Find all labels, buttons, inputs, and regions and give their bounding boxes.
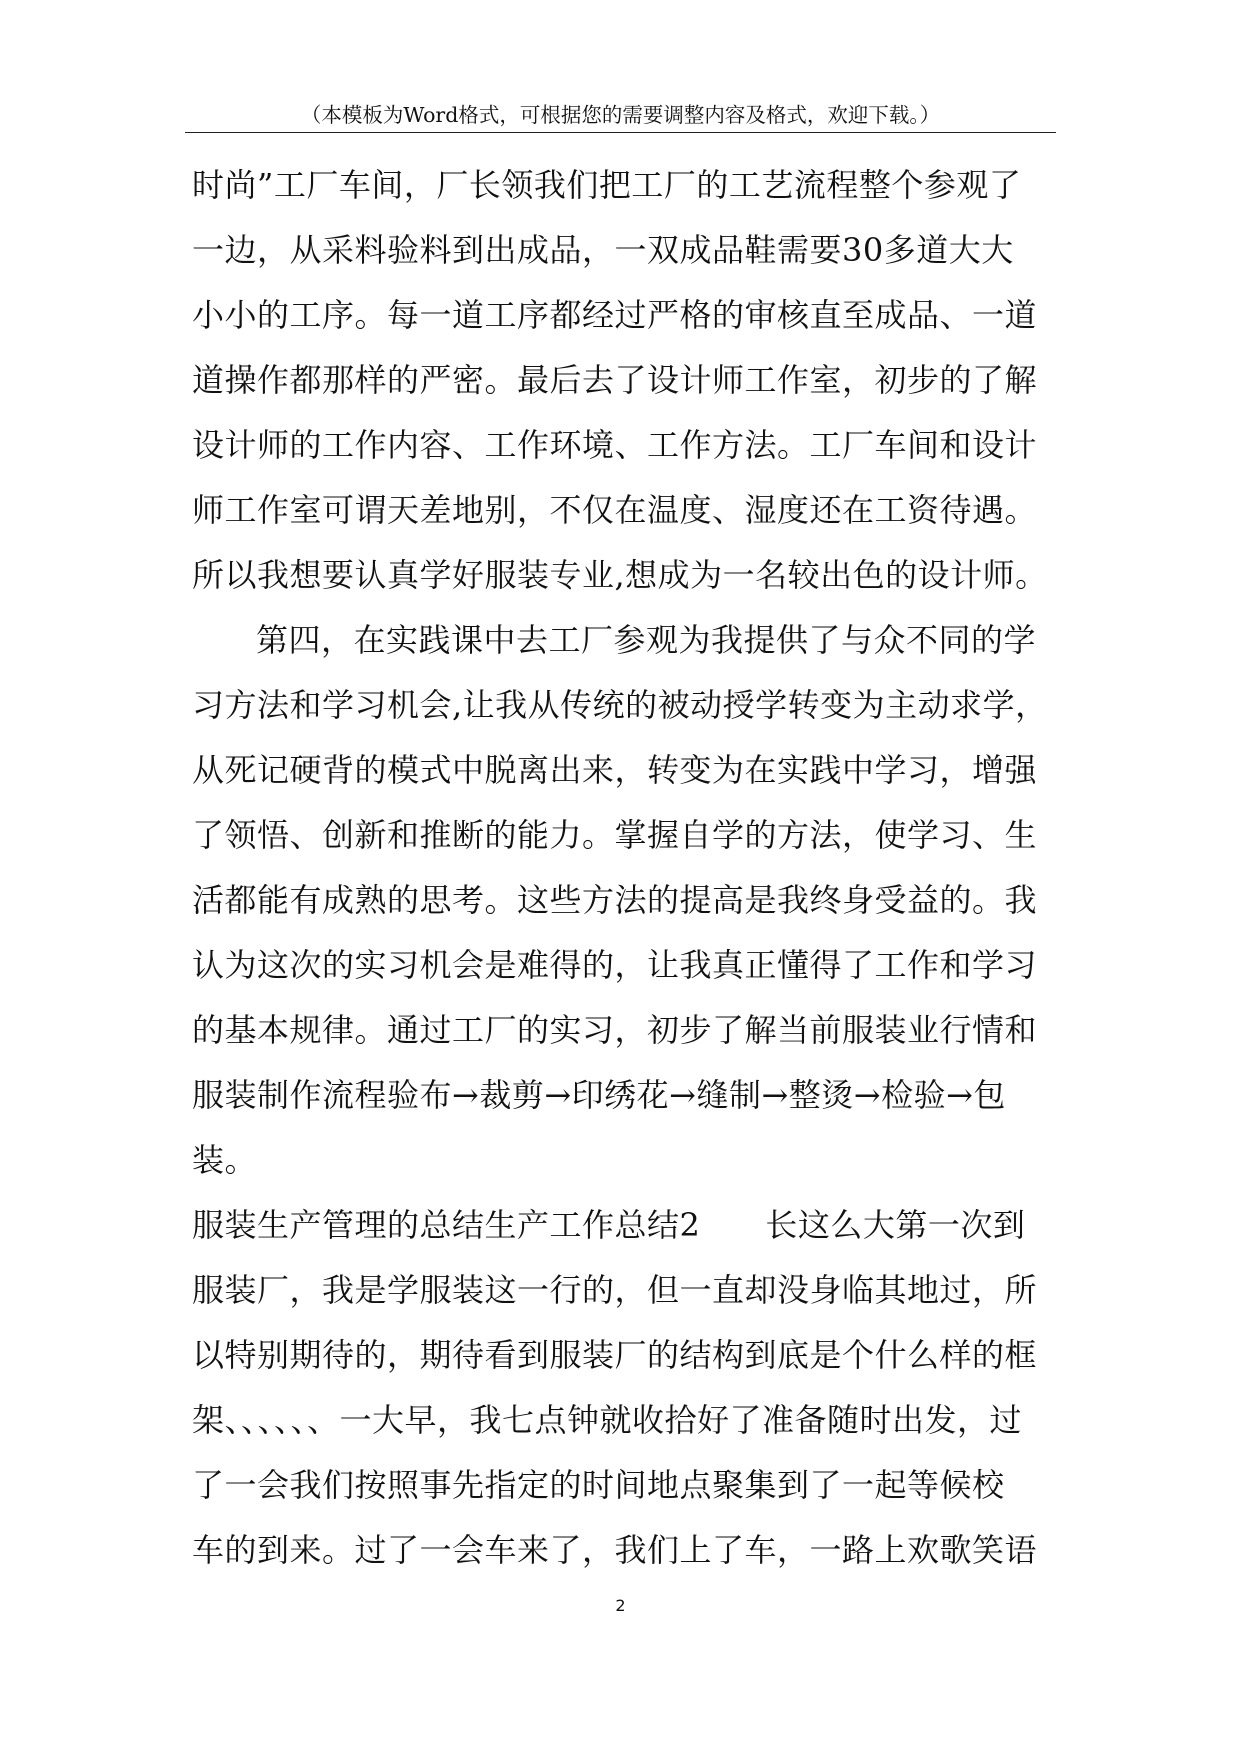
body-line: 的基本规律。通过工厂的实习，初步了解当前服装业行情和: [192, 1011, 1038, 1049]
body-line: 所以我想要认真学好服装专业,想成为一名较出色的设计师。: [192, 556, 1048, 594]
body-line: 师工作室可谓天差地别，不仅在温度、湿度还在工资待遇。: [192, 491, 1038, 529]
body-line: 了一会我们按照事先指定的时间地点聚集到了一起等候校: [192, 1466, 1005, 1504]
header-rule: [185, 132, 1056, 133]
body-line: 小小的工序。每一道工序都经过严格的审核直至成品、一道: [192, 296, 1038, 334]
paragraph-first-line: 第四，在实践课中去工厂参观为我提供了与众不同的学: [256, 621, 1037, 659]
body-line: 活都能有成熟的思考。这些方法的提高是我终身受益的。我: [192, 881, 1038, 919]
body-line: 时尚”工厂车间，厂长领我们把工厂的工艺流程整个参观了: [192, 166, 1022, 204]
body-line: 一边，从采料验料到出成品，一双成品鞋需要30多道大大: [192, 231, 1014, 269]
body-line: 认为这次的实习机会是难得的，让我真正懂得了工作和学习: [192, 946, 1038, 984]
body-line: 从死记硬背的模式中脱离出来，转变为在实践中学习，增强: [192, 751, 1038, 789]
header-note: （本模板为Word格式，可根据您的需要调整内容及格式，欢迎下载。）: [300, 103, 941, 127]
section-heading-line: 服装生产管理的总结生产工作总结2 长这么大第一次到: [192, 1206, 1026, 1244]
body-line: 装。: [192, 1141, 258, 1179]
body-line: 车的到来。过了一会车来了，我们上了车，一路上欢歌笑语: [192, 1531, 1038, 1569]
body-line: 服装制作流程验布→裁剪→印绣花→缝制→整烫→检验→包: [192, 1076, 1006, 1114]
body-line: 以特别期待的，期待看到服装厂的结构到底是个什么样的框: [192, 1336, 1038, 1374]
body-line: 服装厂，我是学服装这一行的，但一直却没身临其地过，所: [192, 1271, 1038, 1309]
body-line: 架、、、、、、一大早，我七点钟就收拾好了准备随时出发，过: [192, 1401, 1023, 1439]
body-line: 设计师的工作内容、工作环境、工作方法。工厂车间和设计: [192, 426, 1038, 464]
body-line: 了领悟、创新和推断的能力。掌握自学的方法，使学习、生: [192, 816, 1038, 854]
body-line: 习方法和学习机会,让我从传统的被动授学转变为主动求学，: [192, 686, 1048, 724]
body-line: 道操作都那样的严密。最后去了设计师工作室，初步的了解: [192, 361, 1038, 399]
page-number: 2: [615, 1596, 626, 1615]
